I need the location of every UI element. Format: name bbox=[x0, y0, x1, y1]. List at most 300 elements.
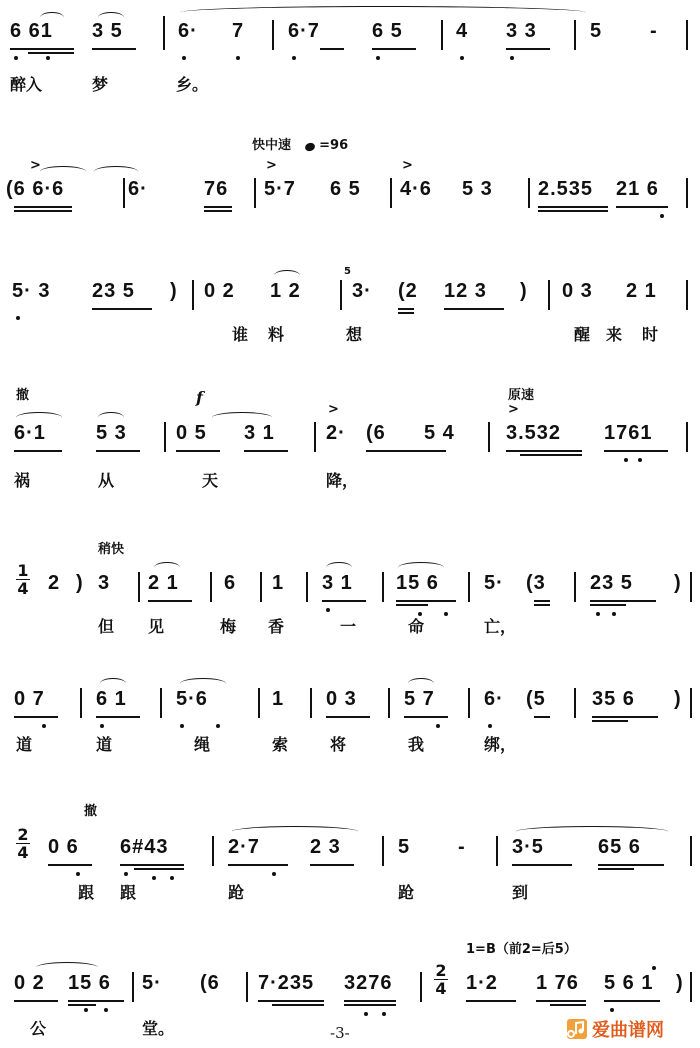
note-group: 1 bbox=[272, 688, 285, 710]
octave-dot bbox=[152, 876, 156, 880]
barline bbox=[388, 688, 390, 718]
octave-dot bbox=[660, 214, 664, 218]
underline bbox=[534, 600, 550, 602]
barline bbox=[496, 836, 498, 866]
page-number: -3- bbox=[330, 1024, 350, 1042]
octave-dot bbox=[612, 612, 616, 616]
time-sig-bottom: 4 bbox=[17, 843, 29, 862]
note-group: 2·7 bbox=[228, 836, 260, 858]
note-group: (2 bbox=[398, 280, 418, 302]
note-group: 6· bbox=[484, 688, 504, 710]
note-group: 2 1 bbox=[626, 280, 657, 302]
note-group: 6·7 bbox=[288, 20, 320, 42]
underline bbox=[68, 1000, 124, 1002]
octave-dot bbox=[292, 56, 296, 60]
tempo-marking bbox=[252, 134, 348, 153]
notes-row bbox=[0, 572, 700, 612]
tempo-marking: 稍快 bbox=[98, 542, 125, 557]
note-group: (6 bbox=[366, 422, 386, 444]
note-group: 4·6 bbox=[400, 178, 432, 200]
slur bbox=[40, 12, 64, 23]
slur bbox=[180, 6, 586, 19]
note-group: 2 1 bbox=[148, 572, 179, 594]
underline bbox=[536, 1000, 586, 1002]
note-group: 6· bbox=[128, 178, 148, 200]
barline bbox=[258, 688, 260, 718]
octave-dot bbox=[216, 724, 220, 728]
underline bbox=[396, 604, 428, 606]
lyric: 祸 bbox=[14, 471, 31, 490]
note-group: 1 2 bbox=[270, 280, 301, 302]
note-group: 2 bbox=[48, 572, 61, 594]
underline bbox=[14, 206, 72, 208]
slur bbox=[36, 962, 98, 973]
music-note-icon bbox=[566, 1018, 588, 1040]
expression-marking: 撤 bbox=[84, 804, 98, 819]
lyric: 跄 bbox=[228, 883, 245, 902]
slur bbox=[516, 826, 668, 837]
underline bbox=[96, 450, 140, 452]
underline bbox=[398, 312, 414, 314]
octave-dot bbox=[610, 1008, 614, 1012]
barline bbox=[382, 572, 384, 602]
watermark-text: 爱曲谱网 bbox=[592, 1020, 664, 1041]
underline bbox=[14, 210, 72, 212]
barline bbox=[468, 572, 470, 602]
time-sig-top: 2 bbox=[435, 961, 447, 980]
note-group: ) bbox=[520, 280, 528, 302]
underline bbox=[92, 308, 152, 310]
dynamic-marking: f bbox=[196, 388, 203, 407]
octave-dot bbox=[460, 56, 464, 60]
barline bbox=[254, 178, 256, 208]
underline bbox=[344, 1004, 396, 1006]
barline bbox=[123, 178, 125, 208]
note-group: 0 3 bbox=[326, 688, 357, 710]
octave-dot bbox=[236, 56, 240, 60]
octave-dot bbox=[182, 56, 186, 60]
notes-row bbox=[0, 280, 700, 320]
octave-dot bbox=[14, 56, 18, 60]
lyric: 一 bbox=[340, 617, 357, 636]
underline bbox=[244, 450, 288, 452]
note-group: 6 bbox=[224, 572, 237, 594]
lyric: 道 bbox=[16, 735, 33, 754]
lyric: 见 bbox=[148, 617, 165, 636]
time-sig-bottom: 4 bbox=[435, 979, 447, 998]
watermark bbox=[566, 1016, 664, 1042]
key-change-marking: 1=B（前2=后5） bbox=[466, 942, 577, 957]
note-group: 6 5 bbox=[372, 20, 403, 42]
octave-dot bbox=[170, 876, 174, 880]
note-group: 5 3 bbox=[462, 178, 493, 200]
underline bbox=[344, 1000, 396, 1002]
slur bbox=[94, 166, 138, 177]
barline bbox=[686, 178, 688, 208]
barline bbox=[212, 836, 214, 866]
note-group: 6·1 bbox=[14, 422, 46, 444]
slur bbox=[180, 678, 226, 689]
barline bbox=[441, 20, 443, 50]
underline bbox=[506, 450, 582, 452]
barline bbox=[210, 572, 212, 602]
note-group: 3 3 bbox=[506, 20, 537, 42]
barline bbox=[686, 20, 688, 50]
underline bbox=[538, 206, 608, 208]
note-group: ) bbox=[170, 280, 178, 302]
underline bbox=[272, 1004, 324, 1006]
accent-mark: > bbox=[328, 402, 339, 417]
quarter-note-icon bbox=[304, 142, 316, 153]
slur bbox=[274, 270, 300, 281]
note-group: 23 5 bbox=[92, 280, 135, 302]
underline bbox=[506, 48, 550, 50]
underline bbox=[366, 450, 446, 452]
lyric: 我 bbox=[408, 735, 425, 754]
note-group: 76 bbox=[204, 178, 229, 200]
notes-row bbox=[0, 178, 700, 218]
underline bbox=[310, 864, 354, 866]
note-group: 0 6 bbox=[48, 836, 79, 858]
barline bbox=[246, 972, 248, 1002]
lyric: 亡， bbox=[484, 617, 517, 636]
lyric: 天 bbox=[202, 471, 219, 490]
note-group: - bbox=[650, 20, 658, 42]
underline bbox=[14, 716, 58, 718]
underline bbox=[120, 864, 184, 866]
octave-dot bbox=[624, 458, 628, 462]
slur bbox=[100, 678, 126, 689]
note-group: 6· bbox=[178, 20, 198, 42]
lyric: 将 bbox=[330, 735, 347, 754]
underline bbox=[592, 720, 628, 722]
tempo-marking: 原速 bbox=[508, 388, 535, 403]
note-group: 3.532 bbox=[506, 422, 562, 444]
underline bbox=[590, 600, 656, 602]
underline bbox=[322, 600, 366, 602]
note-group: 0 7 bbox=[14, 688, 45, 710]
underline bbox=[92, 48, 136, 50]
underline bbox=[604, 450, 668, 452]
lyric: 醉入 bbox=[10, 75, 43, 94]
note-group: 6 5 bbox=[330, 178, 361, 200]
lyric: 跄 bbox=[398, 883, 415, 902]
octave-dot bbox=[100, 724, 104, 728]
underline bbox=[538, 210, 608, 212]
slur bbox=[398, 562, 444, 573]
barline bbox=[686, 280, 688, 310]
lyric: 醒 bbox=[574, 325, 591, 344]
expression-marking: 撤 bbox=[16, 388, 30, 403]
barline bbox=[468, 688, 470, 718]
underline bbox=[204, 206, 232, 208]
note-group: ) bbox=[76, 572, 84, 594]
grace-note: 5 bbox=[344, 266, 351, 277]
note-group: 2.535 bbox=[538, 178, 594, 200]
barline bbox=[192, 280, 194, 310]
lyric: 绳 bbox=[194, 735, 211, 754]
octave-dot bbox=[124, 872, 128, 876]
note-group: 0 2 bbox=[14, 972, 45, 994]
note-group: 3 5 bbox=[92, 20, 123, 42]
note-group: ) bbox=[674, 688, 682, 710]
barline bbox=[390, 178, 392, 208]
barline bbox=[260, 572, 262, 602]
underline bbox=[398, 308, 414, 310]
time-signature bbox=[434, 962, 448, 997]
barline bbox=[488, 422, 490, 452]
lyric: 跟 bbox=[120, 883, 137, 902]
tempo-value: =96 bbox=[319, 138, 349, 153]
note-group: 5 6 1 bbox=[604, 972, 654, 994]
octave-dot bbox=[104, 1008, 108, 1012]
barline bbox=[272, 20, 274, 50]
lyric: 来 bbox=[606, 325, 623, 344]
underline bbox=[14, 1000, 58, 1002]
note-group: 4 bbox=[456, 20, 469, 42]
note-group: 35 6 bbox=[592, 688, 635, 710]
underline bbox=[590, 604, 626, 606]
slur bbox=[98, 12, 124, 23]
underline bbox=[326, 716, 370, 718]
octave-dot bbox=[436, 724, 440, 728]
note-group: 5 7 bbox=[404, 688, 435, 710]
barline bbox=[164, 422, 166, 452]
time-sig-top: 2 bbox=[17, 825, 29, 844]
barline bbox=[574, 688, 576, 718]
notes-row bbox=[0, 20, 700, 60]
underline bbox=[204, 210, 232, 212]
underline bbox=[520, 454, 582, 456]
underline bbox=[320, 48, 344, 50]
note-group: 5·6 bbox=[176, 688, 208, 710]
note-group: 15 6 bbox=[396, 572, 439, 594]
slur bbox=[212, 412, 272, 423]
underline bbox=[598, 868, 634, 870]
lyric: 到 bbox=[512, 883, 529, 902]
octave-dot bbox=[376, 56, 380, 60]
underline bbox=[28, 52, 74, 54]
slur bbox=[326, 562, 352, 573]
note-group: 23 5 bbox=[590, 572, 633, 594]
barline bbox=[420, 972, 422, 1002]
barline bbox=[574, 572, 576, 602]
underline bbox=[512, 864, 572, 866]
octave-dot bbox=[444, 612, 448, 616]
barline bbox=[690, 688, 692, 718]
lyric: 想 bbox=[346, 325, 363, 344]
note-group: 21 6 bbox=[616, 178, 659, 200]
octave-dot bbox=[180, 724, 184, 728]
note-group: 1 76 bbox=[536, 972, 579, 994]
underline bbox=[592, 716, 658, 718]
slur bbox=[40, 166, 86, 177]
barline bbox=[340, 280, 342, 310]
lyric: 从 bbox=[98, 471, 115, 490]
underline bbox=[604, 1000, 660, 1002]
barline bbox=[382, 836, 384, 866]
time-sig-bottom: 4 bbox=[17, 579, 29, 598]
lyric: 跟 bbox=[78, 883, 95, 902]
time-sig-top: 1 bbox=[17, 561, 29, 580]
note-group: 15 6 bbox=[68, 972, 111, 994]
accent-mark: > bbox=[30, 158, 41, 173]
underline bbox=[134, 868, 184, 870]
barline bbox=[80, 688, 82, 718]
underline bbox=[598, 864, 664, 866]
barline bbox=[690, 836, 692, 866]
note-group: (5 bbox=[526, 688, 546, 710]
note-group: (3 bbox=[526, 572, 546, 594]
underline bbox=[68, 1004, 96, 1006]
lyric: 谁 bbox=[232, 325, 249, 344]
accent-mark: > bbox=[402, 158, 413, 173]
barline bbox=[528, 178, 530, 208]
note-group: (6 6·6 bbox=[6, 178, 65, 200]
note-group: 5 4 bbox=[424, 422, 455, 444]
barline bbox=[690, 572, 692, 602]
notes-row bbox=[0, 836, 700, 876]
note-group: - bbox=[458, 836, 466, 858]
lyric: 堂。 bbox=[142, 1019, 175, 1038]
underline bbox=[550, 1004, 586, 1006]
octave-dot bbox=[76, 872, 80, 876]
barline bbox=[306, 572, 308, 602]
note-group: 3 1 bbox=[244, 422, 275, 444]
underline bbox=[176, 450, 220, 452]
note-group: 2 3 bbox=[310, 836, 341, 858]
note-group: 7 bbox=[232, 20, 245, 42]
octave-dot bbox=[488, 724, 492, 728]
barline bbox=[310, 688, 312, 718]
underline bbox=[372, 48, 416, 50]
note-group: 6#43 bbox=[120, 836, 169, 858]
octave-dot bbox=[42, 724, 46, 728]
slur bbox=[408, 678, 434, 689]
slur bbox=[98, 412, 124, 423]
note-group: 0 2 bbox=[204, 280, 235, 302]
lyric: 命 bbox=[408, 617, 425, 636]
barline bbox=[163, 16, 165, 50]
note-group: 1·2 bbox=[466, 972, 498, 994]
underline bbox=[534, 604, 550, 606]
note-group: 3 1 bbox=[322, 572, 353, 594]
note-group: 3 bbox=[98, 572, 111, 594]
notes-row bbox=[0, 422, 700, 462]
underline bbox=[148, 600, 192, 602]
octave-dot bbox=[46, 56, 50, 60]
barline bbox=[574, 20, 576, 50]
note-group: (6 bbox=[200, 972, 220, 994]
tempo-text: 快中速 bbox=[252, 138, 292, 153]
lyric: 索 bbox=[272, 735, 289, 754]
note-group: 12 3 bbox=[444, 280, 487, 302]
octave-dot bbox=[364, 1012, 368, 1016]
lyric: 绑， bbox=[484, 735, 517, 754]
note-group: 5 bbox=[590, 20, 603, 42]
underline bbox=[534, 716, 550, 718]
note-group: 5 3 bbox=[96, 422, 127, 444]
lyric: 道 bbox=[96, 735, 113, 754]
lyric: 梅 bbox=[220, 617, 237, 636]
underline bbox=[10, 48, 74, 50]
note-group: 0 3 bbox=[562, 280, 593, 302]
note-group: 3·5 bbox=[512, 836, 544, 858]
note-group: 5 bbox=[398, 836, 411, 858]
barline bbox=[314, 422, 316, 452]
note-group: 1 bbox=[272, 572, 285, 594]
note-group: 3· bbox=[352, 280, 372, 302]
note-group: 0 5 bbox=[176, 422, 207, 444]
note-group: 3276 bbox=[344, 972, 393, 994]
notes-row bbox=[0, 972, 700, 1012]
underline bbox=[48, 864, 92, 866]
accent-mark: > bbox=[508, 402, 519, 417]
note-group: 5·7 bbox=[264, 178, 296, 200]
note-group: 2· bbox=[326, 422, 346, 444]
accent-mark: > bbox=[266, 158, 277, 173]
underline bbox=[228, 864, 288, 866]
lyric: 乡。 bbox=[176, 75, 209, 94]
note-group: 5· bbox=[142, 972, 162, 994]
lyric: 但 bbox=[98, 617, 115, 636]
octave-dot bbox=[326, 608, 330, 612]
note-group: 6 61 bbox=[10, 20, 53, 42]
octave-dot bbox=[16, 316, 20, 320]
barline bbox=[548, 280, 550, 310]
underline bbox=[444, 308, 504, 310]
octave-dot bbox=[652, 966, 656, 970]
note-group: ) bbox=[676, 972, 684, 994]
octave-dot bbox=[84, 1008, 88, 1012]
lyric: 香 bbox=[268, 617, 285, 636]
note-group: 6 1 bbox=[96, 688, 127, 710]
barline bbox=[132, 972, 134, 1002]
note-group: ) bbox=[674, 572, 682, 594]
note-group: 5· bbox=[484, 572, 504, 594]
underline bbox=[616, 206, 668, 208]
lyric: 时 bbox=[642, 325, 659, 344]
note-group: 5· 3 bbox=[12, 280, 51, 302]
underline bbox=[466, 1000, 516, 1002]
barline bbox=[690, 972, 692, 1002]
note-group: 1761 bbox=[604, 422, 653, 444]
slur bbox=[154, 562, 180, 573]
octave-dot bbox=[510, 56, 514, 60]
slur bbox=[232, 826, 358, 837]
underline bbox=[396, 600, 456, 602]
octave-dot bbox=[638, 458, 642, 462]
lyric: 公 bbox=[30, 1019, 47, 1038]
octave-dot bbox=[272, 872, 276, 876]
note-group: 65 6 bbox=[598, 836, 641, 858]
barline bbox=[686, 422, 688, 452]
octave-dot bbox=[382, 1012, 386, 1016]
barline bbox=[138, 572, 140, 602]
notes-row bbox=[0, 688, 700, 728]
slur bbox=[16, 412, 62, 423]
underline bbox=[258, 1000, 324, 1002]
underline bbox=[96, 716, 140, 718]
lyric: 降， bbox=[326, 471, 359, 490]
barline bbox=[160, 688, 162, 718]
octave-dot bbox=[596, 612, 600, 616]
note-group: 7·235 bbox=[258, 972, 315, 994]
underline bbox=[404, 716, 448, 718]
underline bbox=[14, 450, 62, 452]
lyric: 料 bbox=[268, 325, 285, 344]
lyric: 梦 bbox=[92, 75, 109, 94]
